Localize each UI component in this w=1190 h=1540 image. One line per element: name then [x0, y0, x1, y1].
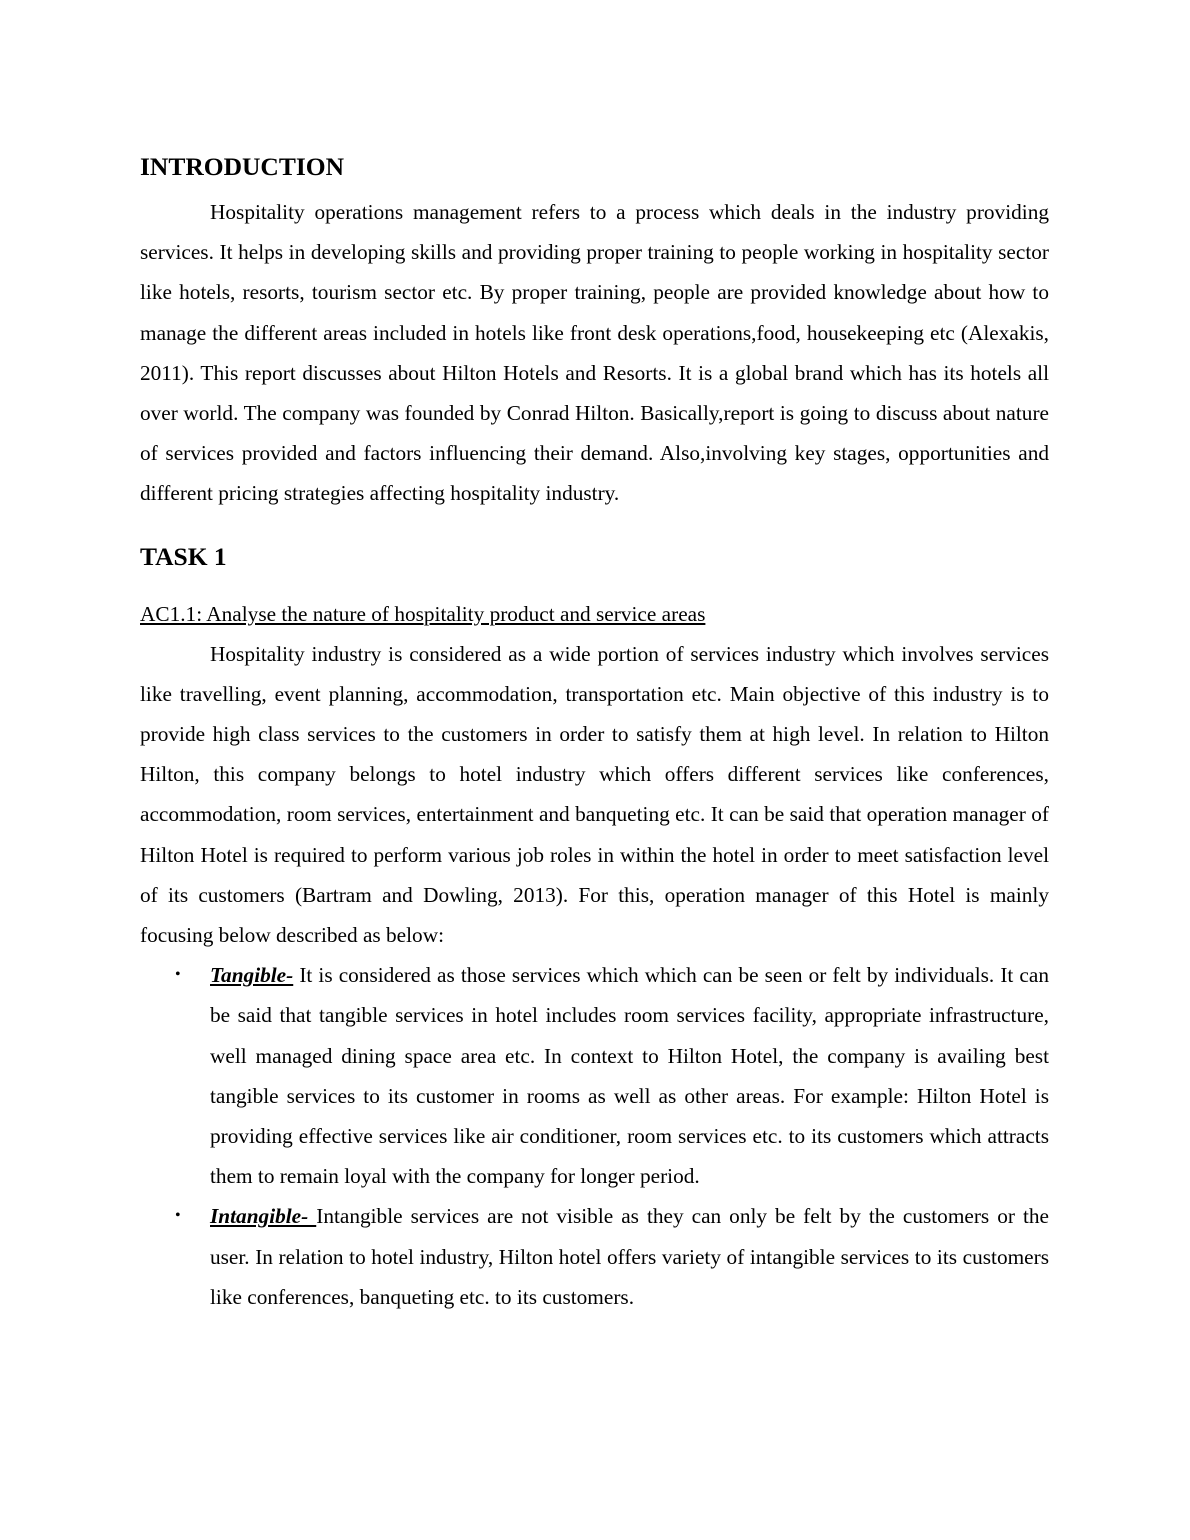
service-types-list [140, 955, 1049, 1317]
document-page [140, 148, 1049, 1317]
bullet-term-intangible: Intangible- [210, 1204, 317, 1229]
list-item-intangible [140, 1196, 1049, 1317]
bullet-icon: • [175, 1207, 181, 1225]
bullet-text-intangible: Intangible services are not visible as they can only be felt by the customers or the user. In relation to hotel industry, Hilton hotel offers variety of intangible services to its customers like conferences, banqueting etc. to its customers. [210, 1204, 1049, 1309]
list-item-tangible [140, 955, 1049, 1196]
task-1-heading: TASK 1 [140, 541, 227, 571]
introduction-paragraph: Hospitality operations management refers to a process which deals in the industry providing services. It helps in developing skills and providing proper training to people working in hospitality sector like hotels, resorts, tourism sector etc. By proper training, people are provided knowledge about how to manage the different areas included in hotels like front desk operations,food, housekeeping etc (Alexakis, 2011). This report discusses about Hilton Hotels and Resorts. It is a global brand which has its hotels all over world. The company was founded by Conrad Hilton. Basically,report is going to discuss about nature of services provided and factors influencing their demand. Also,involving key stages, opportunities and different pricing strategies affecting hospitality industry. [140, 200, 1049, 506]
bullet-icon: • [175, 966, 181, 984]
bullet-term-tangible: Tangible- [210, 963, 294, 988]
ac11-subheading: AC1.1: Analyse the nature of hospitality product and service areas [140, 601, 706, 626]
task-1-paragraph: Hospitality industry is considered as a wide portion of services industry which involves services like travelling, event planning, accommodation, transportation etc. Main objective of this industry is to provide high class services to the customers in order to satisfy them at high level. In relation to Hilton Hilton, this company belongs to hotel industry which offers different services like conferences, accommodation, room services, entertainment and banqueting etc. It can be said that operation manager of Hilton Hotel is required to perform various job roles in within the hotel in order to meet satisfaction level of its customers (Bartram and Dowling, 2013). For this, operation manager of this Hotel is mainly focusing below described as below: [140, 641, 1049, 948]
introduction-heading: INTRODUCTION [140, 152, 345, 181]
bullet-text-tangible: It is considered as those services which which can be seen or felt by individuals. It can be said that tangible services in hotel includes room services facility, appropriate infrastructure, well managed dining space area etc. In context to Hilton Hotel, the company is availing best tangible services to its customer in rooms as well as other areas. For example: Hilton Hotel is providing effective services like air conditioner, room services etc. to its customers which attracts them to remain loyal with the company for longer period. [210, 963, 1049, 1189]
